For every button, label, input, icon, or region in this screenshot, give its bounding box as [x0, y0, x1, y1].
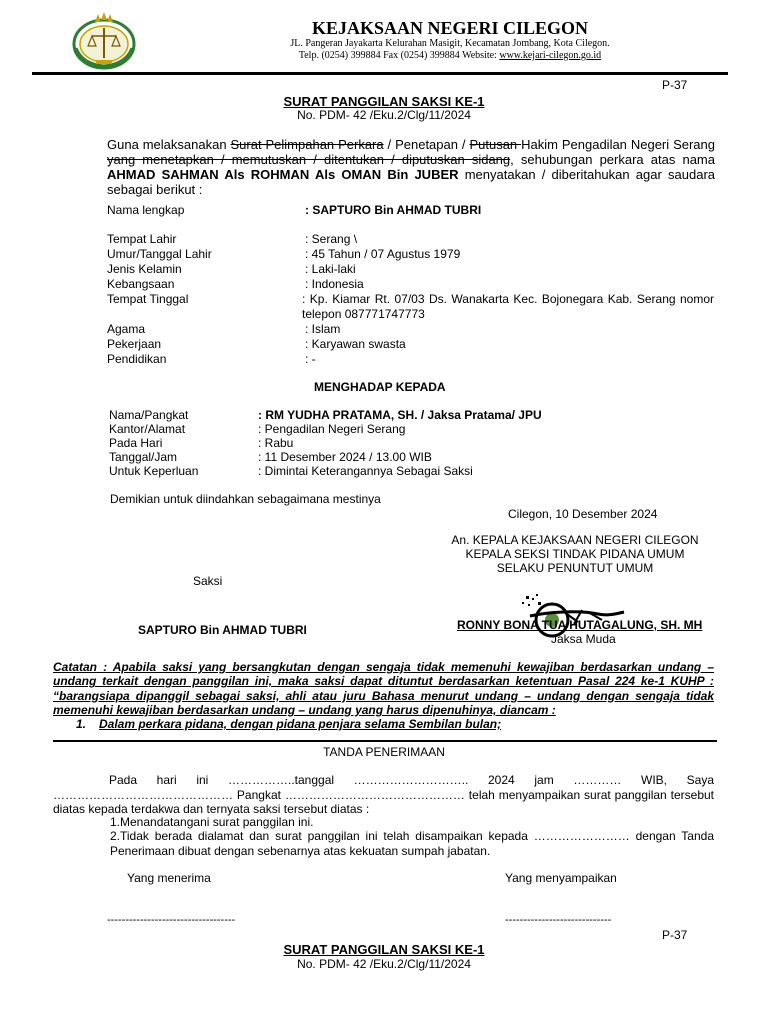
prosecutor-rank: Jaksa Muda — [551, 632, 616, 646]
appear-value-day: : Rabu — [258, 436, 294, 450]
witness-label-occupation: Pekerjaan — [107, 337, 162, 351]
kejaksaan-emblem-logo — [68, 8, 140, 72]
defendant-name: AHMAD SAHMAN Als ROHMAN Als OMAN Bin JUBER — [107, 167, 459, 182]
org-name: KEJAKSAAN NEGERI CILEGON — [311, 18, 589, 38]
form-code-2: P-37 — [662, 928, 688, 942]
document-title: SURAT PANGGILAN SAKSI KE-1 — [283, 94, 485, 109]
witness-value-education: : - — [305, 352, 316, 366]
witness-label-gender: Jenis Kelamin — [107, 262, 182, 276]
receiver-label: Yang menerima — [127, 871, 211, 885]
receiver-signature-line: ----------------------------------- — [107, 914, 236, 926]
witness-value-address: : Kp. Kiamar Rt. 07/03 Ds. Wanakarta Kec. Bojonegara Kab. Serang nomor telepon 087771747773 — [302, 292, 714, 321]
document-title-2: SURAT PANGGILAN SAKSI KE-1 — [283, 942, 485, 957]
witness-label-nationality: Kebangsaan — [107, 277, 175, 291]
intro-text: / Penetapan / — [383, 137, 470, 152]
receipt-paragraph: Pada hari ini ……………..tanggal ……………………….. 2024 jam ………… WIB, Saya ……………………………………… Pangkat ……………………………………… telah menyampaikan surat panggilan tersebut diatas kepada terdakwa dan ternyata saksi tersebut diatas : — [53, 773, 714, 816]
sign-title-3: SELAKU PENUNTUT UMUM — [496, 561, 654, 575]
struck-text: Putusan — [469, 137, 522, 152]
witness-label-address: Tempat Tinggal — [107, 292, 189, 306]
legal-note-item — [76, 717, 501, 731]
witness-value-name: : SAPTURO Bin AHMAD TUBRI — [305, 203, 482, 217]
legal-note-item-number: 1. — [76, 717, 87, 731]
witness-label-name: Nama lengkap — [107, 203, 185, 217]
witness-value-gender: : Laki-laki — [305, 262, 356, 276]
witness-label-age: Umur/Tanggal Lahir — [107, 247, 212, 261]
appear-value-purpose: : Dimintai Keterangannya Sebagai Saksi — [258, 464, 473, 478]
deliverer-label: Yang menyampaikan — [505, 871, 617, 885]
appear-value-office: : Pengadilan Negeri Serang — [258, 422, 406, 436]
appear-label-day: Pada Hari — [109, 436, 163, 450]
appear-value-name: : RM YUDHA PRATAMA, SH. / Jaksa Pratama/ JPU — [258, 408, 542, 422]
legal-note: Catatan : Apabila saksi yang bersangkutan dengan sengaja tidak memenuhi kewajiban berdasarkan undang – undang terkait dengan panggilan ini, maka saksi dapat dituntut berdasarkan ketentuan Pasal 224 ke-1 KUHP : “barangsiapa dipanggil sebagai saksi, ahli atau juru Bahasa menurut undang – undang dengan sengaja tidak memenuhi kewajiban berdasarkan undang – undang yang harus dipenuhinya, diancam : — [53, 660, 714, 717]
intro-text: Guna melaksanakan — [107, 137, 231, 152]
witness-label-religion: Agama — [107, 322, 146, 336]
closing-text: Demikian untuk diindahkan sebagaimana mestinya — [110, 492, 381, 506]
witness-sign-name: SAPTURO Bin AHMAD TUBRI — [138, 623, 307, 637]
legal-note-item-text: Dalam perkara pidana, dengan pidana penjara selama Sembilan bulan; — [99, 717, 502, 731]
header-divider — [32, 72, 728, 75]
place-date: Cilegon, 10 Desember 2024 — [508, 507, 658, 521]
witness-value-occupation: : Karyawan swasta — [305, 337, 406, 351]
form-code: P-37 — [662, 78, 688, 92]
witness-label-birthplace: Tempat Lahir — [107, 232, 177, 246]
section-divider — [53, 740, 717, 742]
appear-label-name: Nama/Pangkat — [109, 408, 189, 422]
receipt-item-1: 1.Menandatangani surat panggilan ini. — [110, 815, 314, 829]
intro-text: menyatakan / diberitahukan agar saudara sebagai berikut : — [107, 167, 716, 197]
witness-sign-label: Saksi — [193, 574, 223, 588]
struck-text: Surat Pelimpahan Perkara — [230, 137, 384, 152]
receipt-title: TANDA PENERIMAAN — [323, 745, 445, 759]
receipt-item-2: 2.Tidak berada dialamat dan surat panggilan ini telah disampaikan kepada …………………… dengan Tanda Penerimaan dibuat dengan sebenarnya atas kekuatan sumpah jabatan. — [110, 829, 714, 858]
appear-label-purpose: Untuk Keperluan — [109, 464, 199, 478]
appear-label-office: Kantor/Alamat — [109, 422, 186, 436]
deliverer-signature-line: ----------------------------- — [505, 914, 612, 926]
prosecutor-name: RONNY BONA TUA HUTAGALUNG, SH. MH — [457, 618, 703, 632]
witness-label-education: Pendidikan — [107, 352, 167, 366]
witness-value-nationality: : Indonesia — [305, 277, 364, 291]
appear-heading: MENGHADAP KEPADA — [314, 380, 446, 394]
appear-label-datetime: Tanggal/Jam — [109, 450, 178, 464]
contact-text: Telp. (0254) 399884 Fax (0254) 399884 Website: — [298, 50, 500, 61]
intro-paragraph — [107, 137, 715, 197]
appear-value-datetime: : 11 Desember 2024 / 13.00 WIB — [258, 450, 432, 464]
document-number: No. PDM- 42 /Eku.2/Clg/11/2024 — [297, 108, 471, 122]
sign-title-1: An. KEPALA KEJAKSAAN NEGERI CILEGON — [451, 533, 699, 547]
witness-value-age: : 45 Tahun / 07 Agustus 1979 — [305, 247, 461, 261]
document-number-2: No. PDM- 42 /Eku.2/Clg/11/2024 — [297, 957, 471, 971]
sign-title-2: KEPALA SEKSI TINDAK PIDANA UMUM — [465, 547, 685, 561]
org-contact — [240, 50, 660, 62]
website-link[interactable]: www.kejari-cilegon.go.id — [499, 50, 602, 61]
struck-text: yang menetapkan / memutuskan / ditentukan / diputuskan sidang — [107, 152, 511, 167]
org-address: JL. Pangeran Jayakarta Kelurahan Masigit, Kecamatan Jombang, Kota Cilegon. — [290, 38, 610, 49]
witness-value-religion: : Islam — [305, 322, 341, 336]
witness-value-birthplace: : Serang \ — [305, 232, 358, 246]
intro-text: Hakim Pengadilan Negeri Serang — [521, 137, 715, 152]
intro-text: , sehubungan perkara atas nama — [510, 152, 715, 167]
